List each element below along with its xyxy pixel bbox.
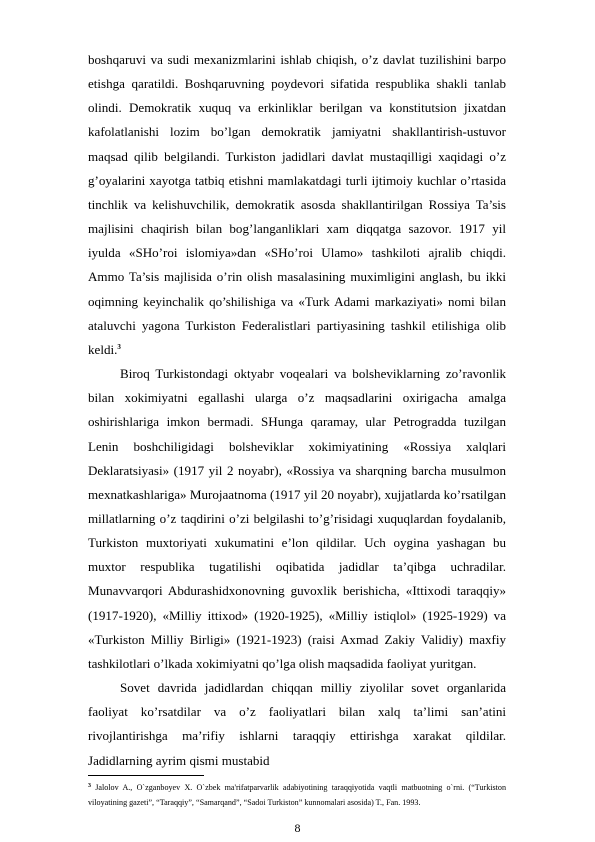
- paragraph-2: Biroq Turkistondagi oktyabr voqealari va bolsheviklarning zo’ravonlik bilan xokimiyatni egallashi ularga o’z maqsadlarini oxirigacha amalga oshirishlariga imkon bermadi. SHunga qaramay, ular Petrogradda tuzilgan Lenin boshchiligidagi bolsheviklar xokimiyatining «Rossiya xalqlari Deklaratsiyasi» (1917 yil 2 noyabr), «Rossiya va sharqning barcha musulmon mexnatkashlariga» Murojaatnoma (1917 yil 20 noyabr), xujjatlarda ko’rsatilgan millatlarning o’z taqdirini o’zi belgilashi to’g’risidagi xuquqlardan foydalanib, Turkiston muxtoriyati xukumatini e’lon qildilar. Uch oygina yashagan bu muxtor respublika tugatilishi oqibatida jadidlar ta’qibga uchradilar. Munavvarqori Abdurashidxonovning guvoxlik berishicha, «Ittixodi taraqqiy» (1917-1920), «Milliy ittixod» (1920-1925), «Milliy istiqlol» (1925-1929) va «Turkiston Milliy Birligi» (1921-1923) (raisi Axmad Zakiy Validiy) maxfiy tashkilotlari o’lkada xokimiyatni qo’lga olish maqsadida faoliyat yuritgan.: [88, 366, 506, 671]
- paragraph-3: Sovet davrida jadidlardan chiqqan milliy ziyolilar sovet organlarida faoliyat ko’rsatdilar va o’z faoliyatlari bilan xalq ta’limi san’atini rivojlantirishga ma’rifiy ishlarni taraqqiy ettirishga xarakat qildilar. Jadidlarning ayrim qismi mustabid: [88, 680, 506, 768]
- paragraph-1: [88, 48, 506, 362]
- footnote-text: Jalolov A., O`zganboyev X. O`zbek ma'rifatparvarlik adabiyotining taraqqiyotida vaqtli matbuotning o`rni. (“Turkiston viloyatining gazeti”, “Taraqqiy”, “Samarqand”, “Sadoi Turkiston” kunnomalari asosida) T., Fan. 1993.: [88, 783, 506, 807]
- footnote-separator: [88, 775, 204, 776]
- page-number: 8: [294, 821, 301, 835]
- footnote-marker: 3: [88, 783, 91, 789]
- footnote-reference[interactable]: 3: [117, 342, 121, 351]
- paragraph-1-text: boshqaruvi va sudi mexanizmlarini ishlab chiqish, o’z davlat tuzilishini barpo etishga qaratildi. Boshqaruvning poydevori sifatida respublika shakli tanlab olindi. Demokratik xuquq va erkinliklar berilgan va konstitutsion jixatdan kafolatlanishi lozim bo’lgan demokratik jamiyatni shakllantirish-ustuvor maqsad qilib belgilandi. Turkiston jadidlari davlat mustaqilligi xaqidagi o’z g’oyalarini xayotga tatbiq etishni mamlakatdagi turli ijtimoiy kuchlar o’rtasida tinchlik va kelishuvchilik, demokratik asosda shakllantirilgan Rossiya Ta’sis majlisini chaqirish bilan bog’langanliklari xam diqqatga sazovor. 1917 yil iyulda «SHo’roi islomiya»dan «SHo’roi Ulamo» tashkiloti ajralib chiqdi. Ammo Ta’sis majlisida o’rin olish masalasining muximligini anglash, bu ikki oqimning keyinchalik qo’shilishiga va «Turk Adami markaziyati» nomi bilan ataluvchi yagona Turkiston Federalistlari partiyasining tashkil etilishiga olib keldi.: [88, 52, 506, 357]
- footnote: [88, 781, 506, 810]
- document-body: [88, 48, 506, 773]
